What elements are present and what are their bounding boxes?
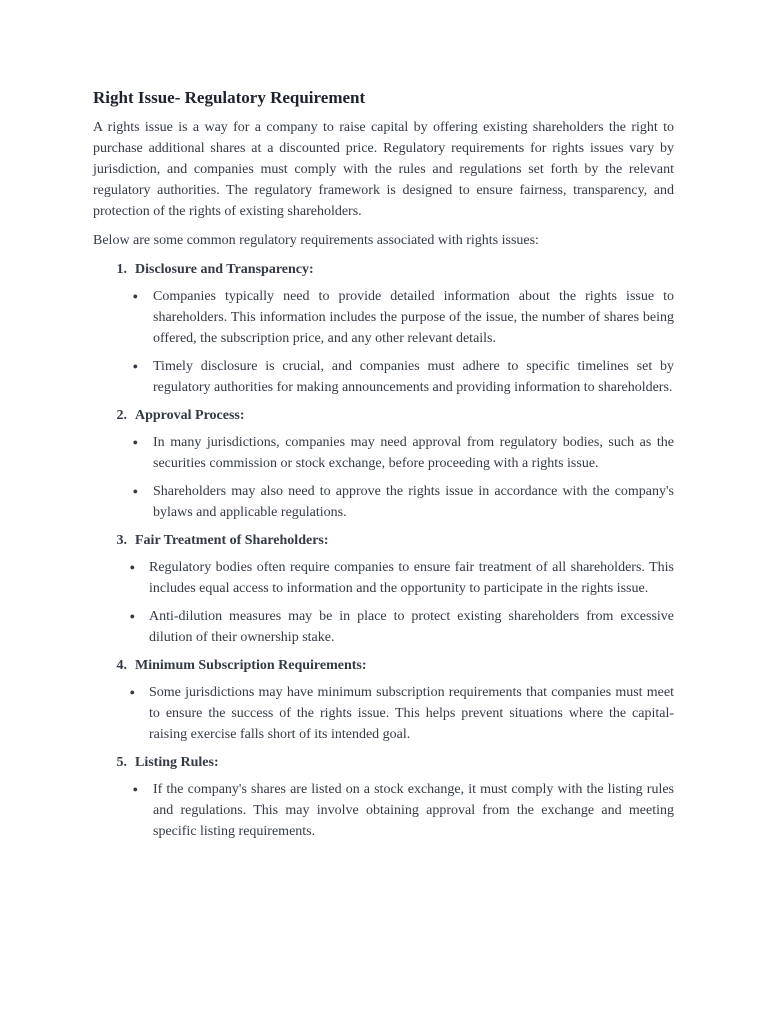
- bullet-icon: ●: [132, 437, 138, 447]
- bullet-icon: ●: [129, 562, 135, 572]
- bullet-icon: ●: [129, 611, 135, 621]
- section-title: Fair Treatment of Shareholders:: [135, 533, 329, 548]
- bullet-text: Shareholders may also need to approve the rights issue in accordance with the company's bylaws and applicable regulations.: [153, 484, 674, 520]
- list-item: [93, 286, 674, 349]
- section-title: Disclosure and Transparency:: [135, 262, 314, 277]
- section-approval: [93, 405, 674, 523]
- bullet-icon: ●: [129, 687, 135, 697]
- document-title: Right Issue- Regulatory Requirement: [93, 88, 366, 107]
- intro-paragraph: A rights issue is a way for a company to raise capital by offering existing shareholders the right to purchase additional shares at a discounted price. Regulatory requirements for rights issues vary by jurisdiction, and companies must comply with the rules and regulations set forth by the relevant regulatory authorities. The regulatory framework is designed to ensure fairness, transparency, and protection of the rights of existing shareholders.: [93, 120, 674, 219]
- list-item: [93, 682, 674, 745]
- section-title: Approval Process:: [135, 408, 245, 423]
- section-heading: [93, 752, 674, 773]
- bullet-text: In many jurisdictions, companies may need approval from regulatory bodies, such as the securities commission or stock exchange, before proceeding with a rights issue.: [153, 435, 674, 471]
- section-heading: [93, 259, 674, 280]
- list-item: [93, 356, 674, 398]
- section-heading: [93, 405, 674, 426]
- section-minimum-subscription: [93, 655, 674, 745]
- bullet-text: Regulatory bodies often require companies to ensure fair treatment of all shareholders. This includes equal access to information and the opportunity to participate in the rights issue.: [149, 560, 674, 596]
- bullet-text: Anti-dilution measures may be in place to protect existing shareholders from excessive dilution of their ownership stake.: [149, 609, 674, 645]
- section-disclosure: [93, 259, 674, 398]
- lead-paragraph: Below are some common regulatory requirements associated with rights issues:: [93, 233, 539, 248]
- section-number: 5.: [116, 755, 127, 770]
- list-item: [93, 481, 674, 523]
- bullet-text: Timely disclosure is crucial, and companies must adhere to specific timelines set by regulatory authorities for making announcements and providing information to shareholders.: [153, 359, 674, 395]
- section-fair-treatment: [93, 530, 674, 648]
- section-heading: [93, 655, 674, 676]
- list-item: [93, 432, 674, 474]
- section-number: 2.: [116, 408, 127, 423]
- bullet-icon: ●: [132, 486, 138, 496]
- list-item: [93, 779, 674, 842]
- list-item: [93, 606, 674, 648]
- document-content: [93, 86, 674, 849]
- section-title: Listing Rules:: [135, 755, 219, 770]
- section-title: Minimum Subscription Requirements:: [135, 658, 367, 673]
- bullet-text: Some jurisdictions may have minimum subscription requirements that companies must meet to ensure the success of the rights issue. This helps prevent situations where the capital-raising exercise falls short of its intended goal.: [149, 685, 674, 742]
- bullet-text: If the company's shares are listed on a stock exchange, it must comply with the listing rules and regulations. This may involve obtaining approval from the exchange and meeting specific listing requirements.: [153, 782, 674, 839]
- section-listing-rules: [93, 752, 674, 842]
- bullet-icon: ●: [132, 291, 138, 301]
- section-number: 4.: [116, 658, 127, 673]
- section-number: 1.: [116, 262, 127, 277]
- section-heading: [93, 530, 674, 551]
- bullet-text: Companies typically need to provide detailed information about the rights issue to shareholders. This information includes the purpose of the issue, the number of shares being offered, the subscription price, and any other relevant details.: [153, 289, 674, 346]
- list-item: [93, 557, 674, 599]
- section-number: 3.: [116, 533, 127, 548]
- bullet-icon: ●: [132, 361, 138, 371]
- bullet-icon: ●: [132, 784, 138, 794]
